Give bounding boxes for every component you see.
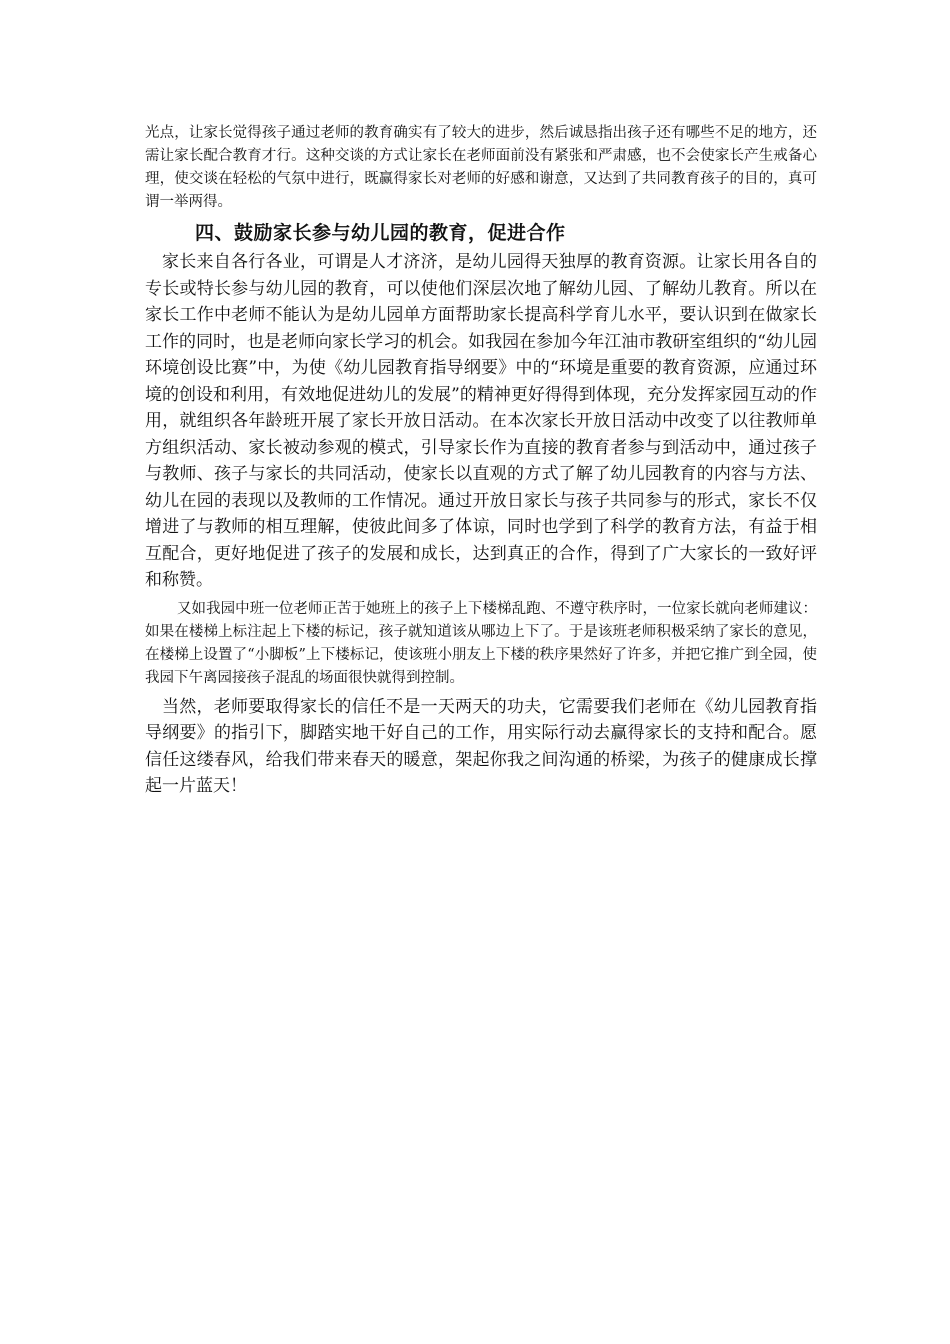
paragraph-parent-participation: 家长来自各行各业，可谓是人才济济，是幼儿园得天独厚的教育资源。让家长用各自的专长或特长参与幼儿园的教育，可以使他们深层次地了解幼儿园、了解幼儿教育。所以在家长工作中老师不能认为是幼儿园单方面帮助家长提高科学育儿水平，要认识到在做家长工作的同时，也是老师向家长学习的机会。如我园在参加今年江油市教研室组织的“幼儿园环境创设比赛”中，为使《幼儿园教育指导纲要》中的“环境是重要的教育资源，应通过环境的创设和利用，有效地促进幼儿的发展”的精神更好得得到体现，充分发挥家园互动的作用，就组织各年龄班开展了家长开放日活动。在本次家长开放日活动中改变了以往教师单方组织活动、家长被动参观的模式，引导家长作为直接的教育者参与到活动中，通过孩子与教师、孩子与家长的共同活动，使家长以直观的方式了解了幼儿园教育的内容与方法、幼儿在园的表现以及教师的工作情况。通过开放日家长与孩子共同参与的形式，家长不仅增进了与教师的相互理解，使彼此间多了体谅，同时也学到了科学的教育方法，有益于相互配合，更好地促进了孩子的发展和成长，达到真正的合作，得到了广大家长的一致好评和称赞。 [145,252,817,590]
section-heading: 四、鼓励家长参与幼儿园的教育，促进合作 [195,222,566,244]
paragraph-example-stairs: 又如我园中班一位老师正苦于她班上的孩子上下楼梯乱跑、不遵守秩序时，一位家长就向老师建议：如果在楼梯上标注起上下楼的标记，孩子就知道该从哪边上下了。于是该班老师积极采纳了家长的意见，在楼梯上设置了“小脚板”上下楼标记，使该班小朋友上下楼的秩序果然好了许多，并把它推广到全园，使我园下午离园接孩子混乱的场面很快就得到控制。 [145,600,817,686]
paragraph-conclusion: 当然，老师要取得家长的信任不是一天两天的功夫，它需要我们老师在《幼儿园教育指导纲要》的指引下，脚踏实地干好自己的工作，用实际行动去赢得家长的支持和配合。愿信任这缕春风，给我们带来春天的暖意，架起你我之间沟通的桥梁，为孩子的健康成长撑起一片蓝天！ [145,696,817,796]
document-body [145,122,817,800]
paragraph-continued: 光点，让家长觉得孩子通过老师的教育确实有了较大的进步，然后诚恳指出孩子还有哪些不足的地方，还需让家长配合教育才行。这种交谈的方式让家长在老师面前没有紧张和严肃感，也不会使家长产生戒备心理，使交谈在轻松的气氛中进行，既赢得家长对老师的好感和谢意，又达到了共同教育孩子的目的，真可谓一举两得。 [145,125,817,210]
